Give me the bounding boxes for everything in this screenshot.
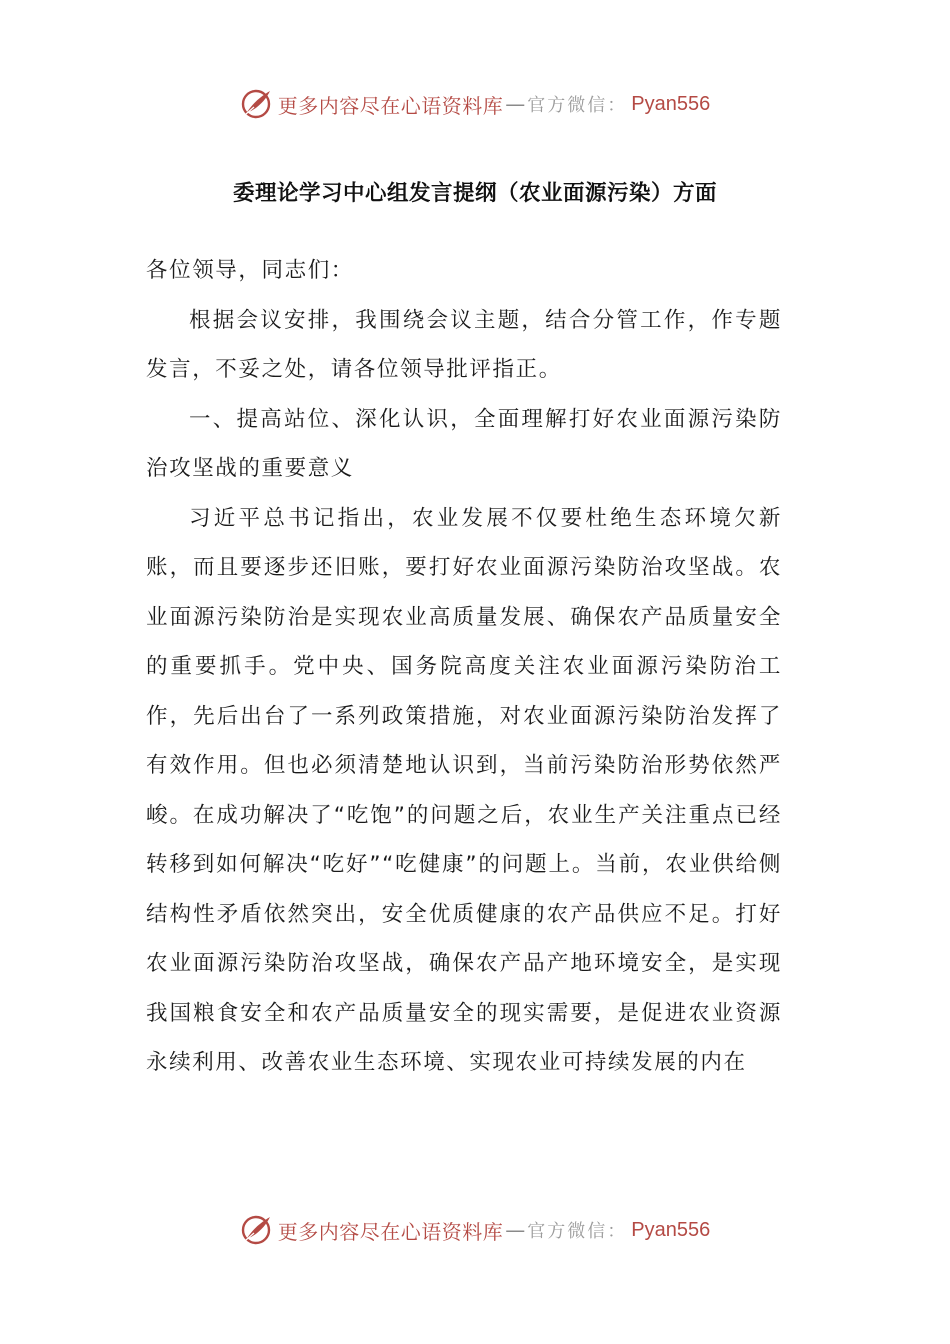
footer-watermark <box>0 1208 950 1252</box>
watermark-main-text: 更多内容尽在心语资料库 <box>277 93 504 118</box>
watermark-sub-text: 官方微信： <box>527 95 628 116</box>
document-body <box>146 246 782 1088</box>
watermark-main-text: 更多内容尽在心语资料库 <box>277 1219 504 1244</box>
watermark-sub-text: 官方微信： <box>527 1221 628 1242</box>
paragraph-body: 习近平总书记指出，农业发展不仅要杜绝生态环境欠新账，而且要逐步还旧账，要打好农业面源污染防治攻坚战。农业面源污染防治是实现农业高质量发展、确保农产品质量安全的重要抓手。党中央、国务院高度关注农业面源污染防治工作，先后出台了一系列政策措施，对农业面源污染防治发挥了有效作用。但也必须清楚地认识到，当前污染防治形势依然严峻。在成功解决了“吃饱”的问题之后，农业生产关注重点已经转移到如何解决“吃好”“吃健康”的问题上。当前，农业供给侧结构性矛盾依然突出，安全优质健康的农产品供应不足。打好农业面源污染防治攻坚战，确保农产品产地环境安全，是实现我国粮食安全和农产品质量安全的现实需要，是促进农业资源永续利用、改善农业生态环境、实现农业可持续发展的内在 <box>146 505 782 1075</box>
watermark-separator: — <box>505 1218 526 1242</box>
paragraph-intro: 根据会议安排，我围绕会议主题，结合分管工作，作专题发言，不妥之处，请各位领导批评指正。 <box>146 307 782 382</box>
watermark-wechat-id: Pyan556 <box>631 1218 711 1241</box>
document-title: 委理论学习中心组发言提纲（农业面源污染）方面 <box>232 181 717 206</box>
quill-pen-logo-icon <box>240 1213 274 1247</box>
section-heading: 一、提高站位、深化认识，全面理解打好农业面源污染防治攻坚战的重要意义 <box>146 406 782 481</box>
quill-pen-logo-icon <box>240 87 274 121</box>
watermark-wechat-id: Pyan556 <box>631 92 711 115</box>
watermark-separator: — <box>505 92 526 116</box>
header-watermark <box>0 82 950 126</box>
salutation: 各位领导，同志们： <box>146 258 354 283</box>
